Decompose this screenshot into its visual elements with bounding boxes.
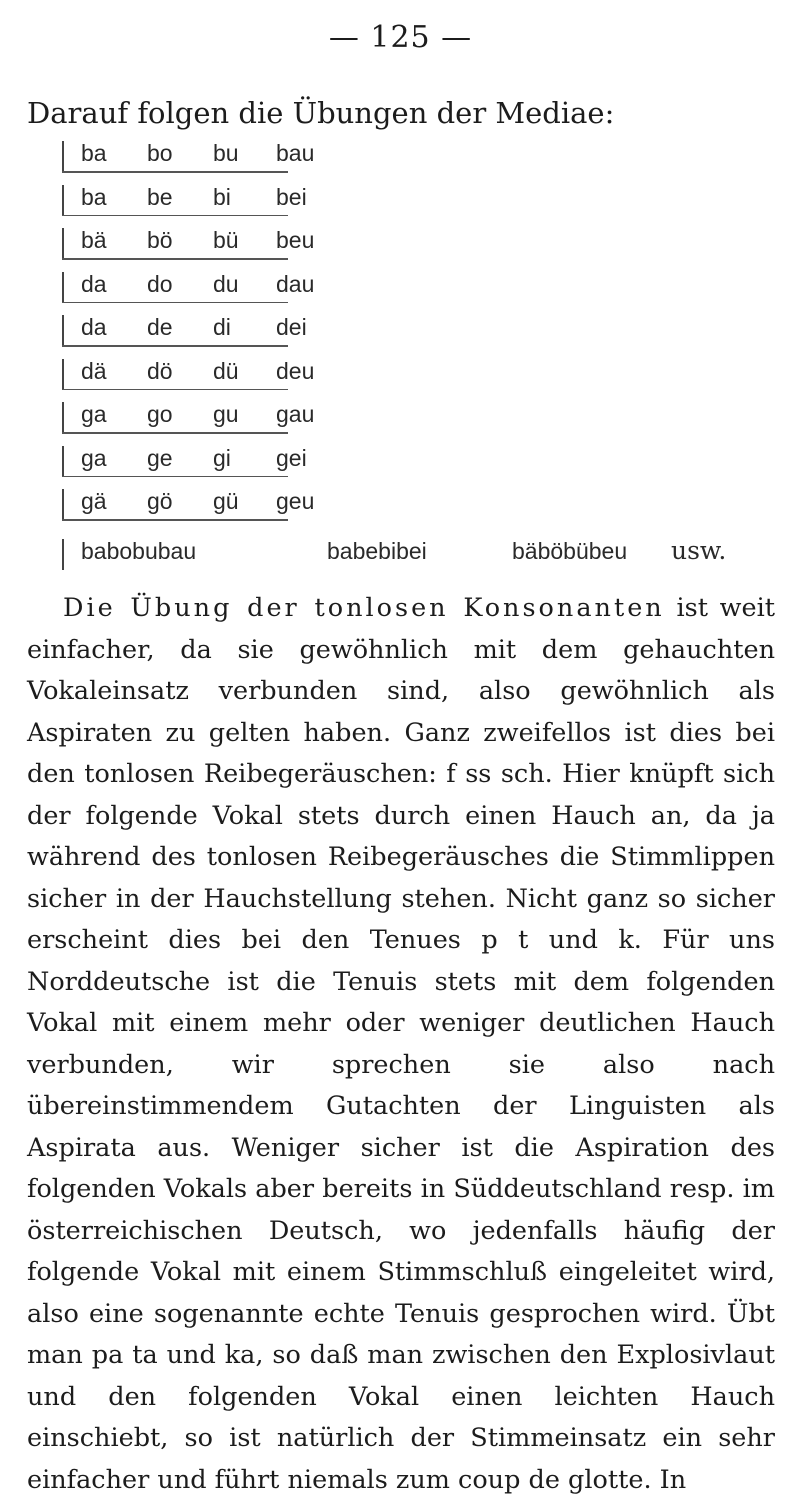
syllable-cell: gu [213,401,239,427]
syllable-row [62,309,362,353]
syllable-row [62,353,362,397]
intro-line: Darauf folgen die Übungen der Mediae: [27,96,615,130]
syllable-cell: gö [147,488,173,514]
syllable-cell: gä [81,488,107,514]
syllable-cell: gü [213,488,239,514]
syllable-cell: ba [81,140,107,166]
row-bar [62,315,64,346]
row-bar [62,402,64,433]
row-bar [62,228,64,259]
syllable-cell: deu [276,357,315,384]
row-underline [62,258,288,260]
syllable-cell: bo [147,140,173,166]
syllable-cell: bi [213,183,231,210]
row-underline [62,476,288,478]
body-paragraph [27,588,775,1501]
syllable-cell: ba [81,183,107,210]
row-bar [62,446,64,477]
row-bar [62,539,64,570]
row-bar [62,185,64,216]
combined-word: bäböbübeu [512,538,628,564]
syllable-cell: gei [276,444,307,471]
combined-etc: usw. [671,536,727,565]
syllable-cell: dei [276,314,307,340]
row-underline [62,519,288,521]
syllable-cell: ge [147,444,173,471]
syllable-cell: ga [81,401,107,427]
syllable-cell: da [81,270,107,297]
syllable-cell: dü [213,357,239,384]
syllable-cell: geu [276,488,315,514]
row-underline [62,389,288,391]
syllable-cell: bei [276,183,307,210]
row-bar [62,359,64,390]
syllable-row [62,440,362,484]
paragraph-text: ist weit einfacher, da sie gewöhnlich mit dem gehauchten Vokaleinsatz verbunden sind, also gewöhnlich als Aspiraten zu gelten haben. Ganz zweifellos ist dies bei den tonlosen Reibegeräuschen: f ss sch. Hier knüpft sich der folgende Vokal stets durch einen Hauch an, da ja während des tonlosen Reibegeräusches die Stimmlippen sicher in der Hauchstellung stehen. Nicht ganz so sicher erscheint dies bei den Tenues p t und k. Für uns Norddeutsche ist die Tenuis stets mit dem folgenden Vokal mit einem mehr oder weniger deutlichen Hauch verbunden, wir sprechen sie also nach übereinstimmendem Gutachten der Linguisten als Aspirata aus. Weniger sicher ist die Aspiration des folgenden Vokals aber bereits in Süddeutschland resp. im österreichischen Deutsch, wo jedenfalls häufig der folgende Vokal mit einem Stimmschluß eingeleitet wird, also eine sogenannte echte Tenuis gesprochen wird. Übt man pa ta und ka, so daß man zwischen den Explosivlaut und den folgenden Vokal einen leichten Hauch einschiebt, so ist natürlich der Stimmeinsatz ein sehr einfacher und führt niemals zum coup de glotte. In [27,593,775,1495]
syllable-cell: go [147,401,173,427]
row-underline [62,432,288,434]
syllable-cell: bau [276,140,315,166]
syllable-cell: bu [213,140,239,166]
syllable-row [62,483,362,527]
syllable-cell: da [81,314,107,340]
syllable-cell: dä [81,357,107,384]
syllable-cell: du [213,270,239,297]
syllable-cell: do [147,270,173,297]
syllable-cell: dö [147,357,173,384]
paragraph-heading: Die Übung der tonlosen Konsonanten [63,593,665,623]
syllable-row [62,222,362,266]
page-number: — 125 — [328,20,473,55]
syllable-cell: gau [276,401,315,427]
syllable-cell: beu [276,227,315,253]
syllable-row [62,179,362,223]
row-underline [62,215,288,217]
syllable-cell: bö [147,227,173,253]
row-underline [62,345,288,347]
combined-word: babebibei [327,538,427,564]
syllable-cell: de [147,314,173,340]
syllable-row [62,396,362,440]
row-bar [62,272,64,303]
row-underline [62,302,288,304]
syllable-cell: bü [213,227,239,253]
syllable-row [62,135,362,179]
row-bar [62,141,64,172]
row-underline [62,171,288,173]
syllable-cell: bä [81,227,107,253]
syllable-cell: ga [81,444,107,471]
syllable-cell: dau [276,270,315,297]
syllable-cell: di [213,314,231,340]
combined-word: babobubau [81,538,197,564]
syllable-table [62,135,362,527]
row-bar [62,489,64,520]
syllable-cell: be [147,183,173,210]
syllable-cell: gi [213,444,231,471]
syllable-row [62,266,362,310]
